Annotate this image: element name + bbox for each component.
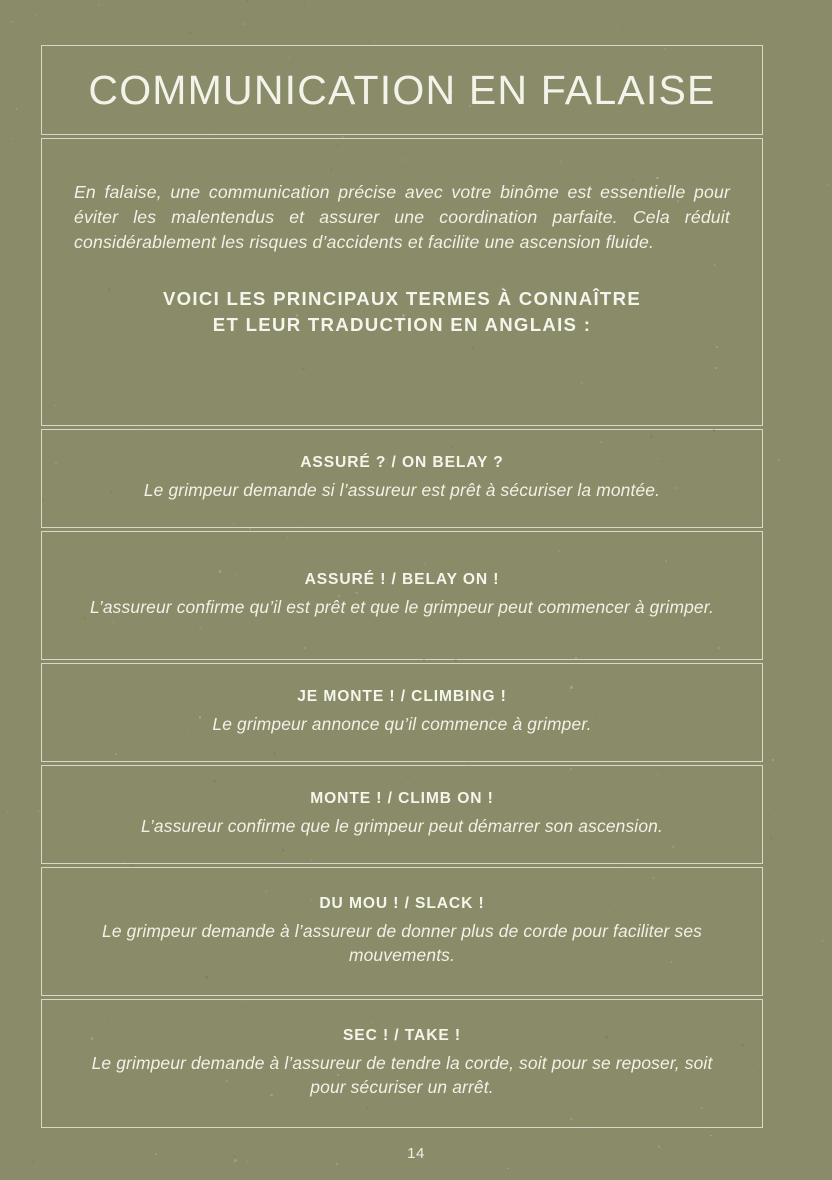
term-description: Le grimpeur demande à l’assureur de tendre la corde, soit pour se reposer, soit pour sécuriser un arrêt. xyxy=(91,1053,713,1097)
subtitle-line-1: VOICI LES PRINCIPAUX TERMES À CONNAÎTRE xyxy=(162,287,642,309)
term-entry-0 xyxy=(41,429,763,528)
term-description: L’assureur confirme qu’il est prêt et que le grimpeur peut commencer à grimper. xyxy=(89,597,715,618)
term-title: ASSURÉ ? / ON BELAY ? xyxy=(300,454,504,472)
intro-paragraph: En falaise, une communication précise avec votre binôme est essentielle pour éviter les malentendus et assurer une coordination parfaite. Cela réduit considérablement les risques d’accidents et facilite une ascension fluide. xyxy=(74,182,730,252)
page-title: COMMUNICATION EN FALAISE xyxy=(88,66,716,113)
intro-panel xyxy=(41,138,763,426)
term-entry-5 xyxy=(41,999,763,1128)
page-number: 14 xyxy=(407,1145,425,1162)
term-title: SEC ! / TAKE ! xyxy=(342,1027,461,1045)
term-description: Le grimpeur annonce qu’il commence à grimper. xyxy=(212,714,592,735)
term-entry-1 xyxy=(41,531,763,660)
term-entry-2 xyxy=(41,663,763,762)
page-content xyxy=(41,45,761,1133)
term-description: L’assureur confirme que le grimpeur peut démarrer son ascension. xyxy=(141,816,663,837)
term-entry-3 xyxy=(41,765,763,864)
term-entry-4 xyxy=(41,867,763,996)
title-panel xyxy=(41,45,763,135)
term-description: Le grimpeur demande si l’assureur est prêt à sécuriser la montée. xyxy=(143,480,661,501)
term-title: MONTE ! / CLIMB ON ! xyxy=(310,790,494,808)
subtitle-line-2: ET LEUR TRADUCTION EN ANGLAIS : xyxy=(212,313,592,335)
term-title: DU MOU ! / SLACK ! xyxy=(319,895,485,913)
term-title: JE MONTE ! / CLIMBING ! xyxy=(297,688,507,706)
section-subtitle xyxy=(74,286,730,337)
term-title: ASSURÉ ! / BELAY ON ! xyxy=(304,571,500,589)
term-description: Le grimpeur demande à l’assureur de donner plus de corde pour faciliter ses mouvements. xyxy=(102,921,702,965)
